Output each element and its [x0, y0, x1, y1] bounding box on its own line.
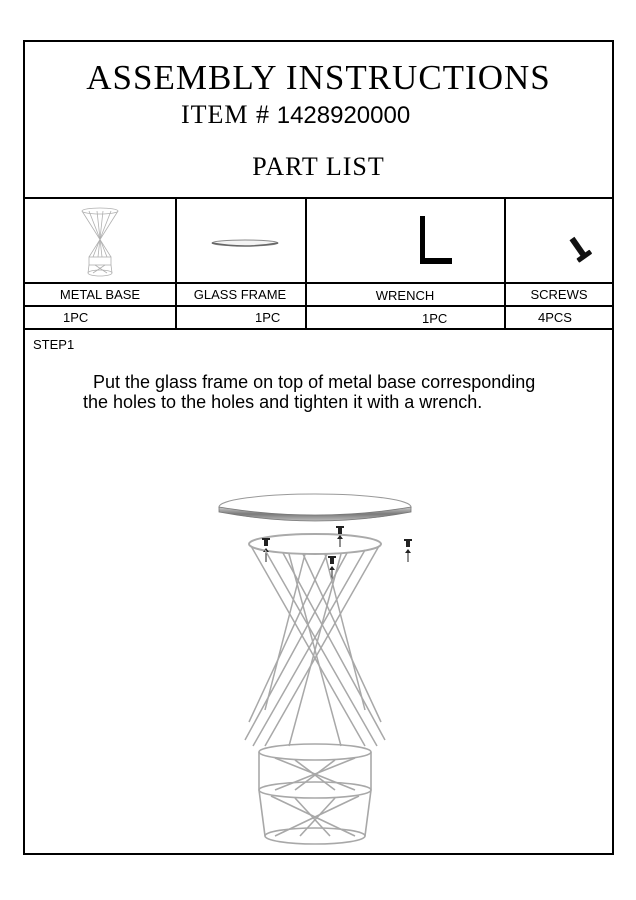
divider	[25, 197, 612, 199]
part-name: SCREWS	[530, 287, 588, 302]
item-number-line	[181, 100, 410, 130]
instruction-sheet	[23, 40, 614, 855]
part-name: METAL BASE	[59, 287, 141, 302]
part-qty: 4PCS	[538, 310, 572, 325]
metal-base-icon	[77, 207, 123, 282]
item-label: ITEM #	[181, 100, 271, 129]
part-name: GLASS FRAME	[193, 287, 287, 302]
part-qty: 1PC	[63, 310, 89, 325]
divider	[25, 305, 612, 307]
divider	[25, 328, 612, 330]
part-name: WRENCH	[375, 288, 435, 303]
divider	[175, 197, 177, 328]
assembly-diagram	[205, 490, 425, 855]
divider	[305, 197, 307, 328]
step-label: STEP1	[33, 337, 75, 352]
document-title: ASSEMBLY INSTRUCTIONS	[86, 58, 551, 97]
part-qty: 1PC	[255, 310, 281, 325]
divider	[504, 197, 506, 328]
step-instructions	[83, 372, 535, 412]
part-qty: 1PC	[422, 311, 448, 326]
instruction-line: the holes to the holes and tighten it with a wrench.	[83, 392, 483, 412]
screw-icon	[565, 234, 595, 271]
divider	[25, 282, 612, 284]
item-number: 1428920000	[276, 102, 411, 129]
glass-frame-icon	[210, 237, 280, 255]
instruction-line: Put the glass frame on top of metal base corresponding	[93, 372, 536, 392]
wrench-icon	[412, 214, 457, 279]
part-list-heading: PART LIST	[252, 152, 385, 181]
